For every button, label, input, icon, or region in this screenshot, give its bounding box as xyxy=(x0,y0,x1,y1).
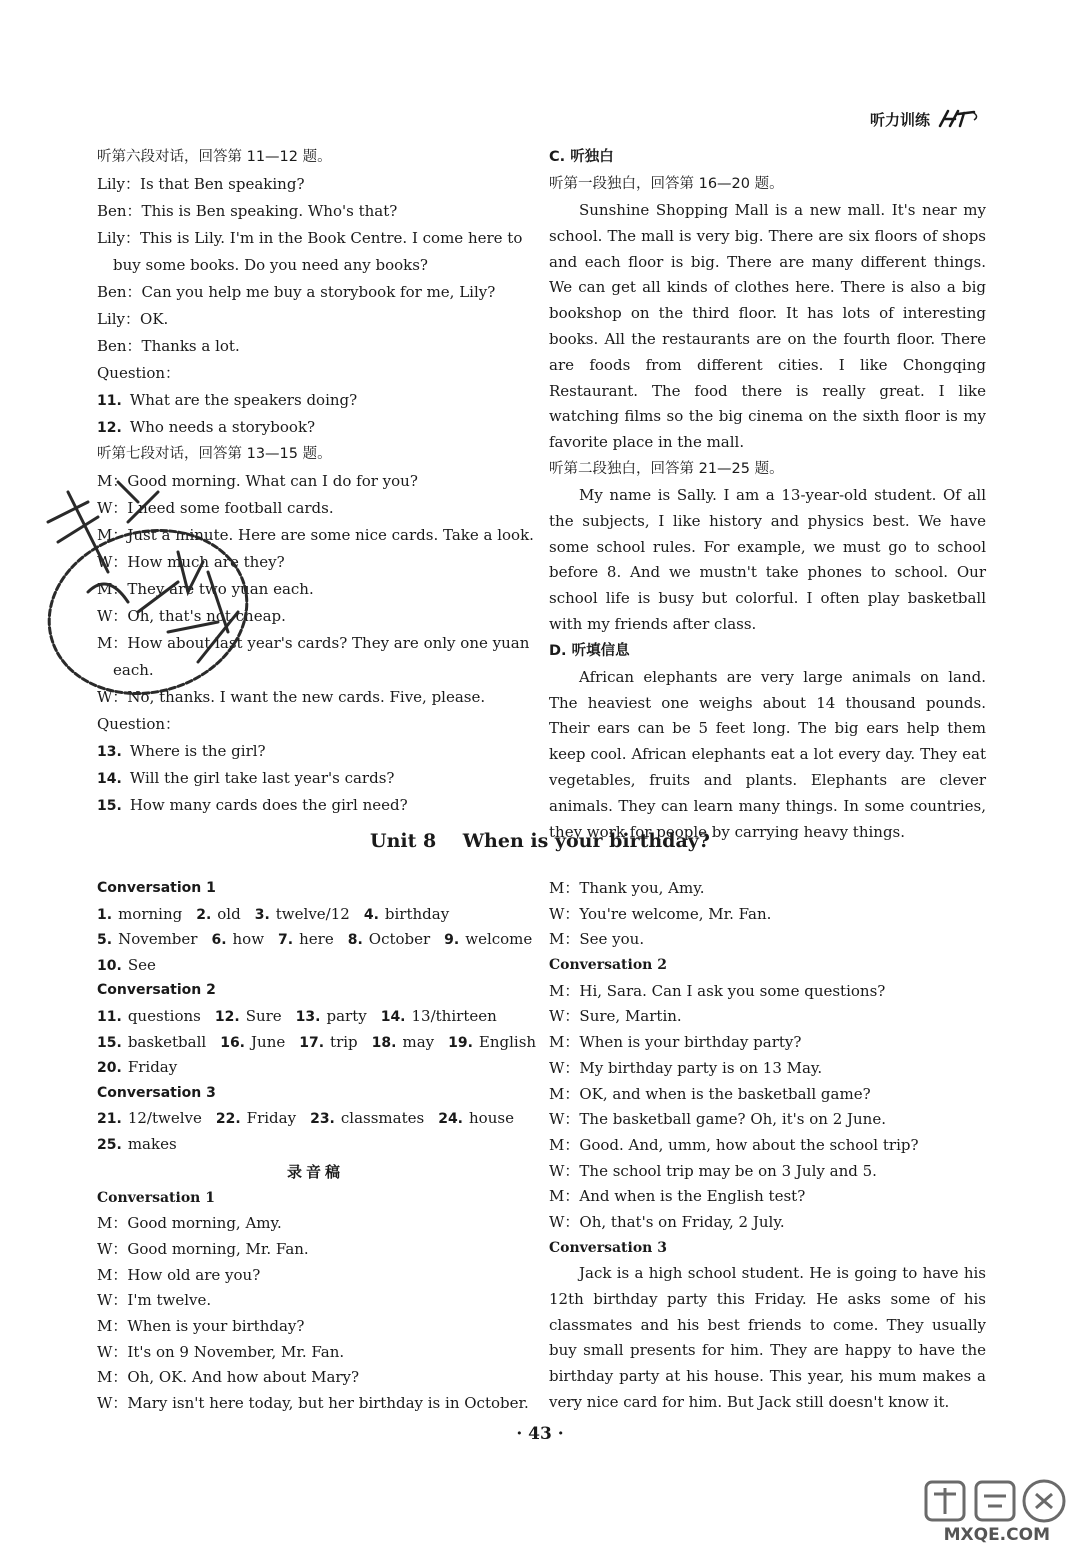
answers-conversation-1-heading: Conversation 1 xyxy=(97,880,216,896)
question-14 xyxy=(97,765,534,792)
answers-conversation-2-heading: Conversation 2 xyxy=(97,982,216,999)
answer-text: welcome xyxy=(465,930,533,949)
answer-item xyxy=(310,1106,424,1132)
answer-number: 22. xyxy=(215,1111,241,1128)
answer-text: old xyxy=(217,904,241,923)
answer-row xyxy=(97,1055,534,1081)
answer-number: 18. xyxy=(371,1034,397,1051)
answer-text: birthday xyxy=(384,904,450,923)
answer-number: 2. xyxy=(196,906,212,923)
transcript-title: 录音稿 xyxy=(286,1162,344,1181)
answer-item xyxy=(215,1004,282,1030)
answer-text: June xyxy=(251,1032,286,1051)
answer-number: 23. xyxy=(310,1111,335,1128)
answer-text: here xyxy=(299,930,334,949)
answer-item xyxy=(97,1055,177,1081)
transcript-line: W：You're welcome, Mr. Fan. xyxy=(549,904,772,923)
handwritten-stamp-icon xyxy=(28,462,268,712)
answer-item xyxy=(97,927,197,953)
dialog-line: W：Oh, that's not cheap. xyxy=(97,607,286,625)
answer-row xyxy=(97,1132,534,1158)
answer-number: 8. xyxy=(347,932,363,949)
answer-number: 13. xyxy=(295,1008,321,1025)
answer-text: See xyxy=(127,955,156,974)
transcript-line: M：Oh, OK. And how about Mary? xyxy=(97,1368,360,1387)
answer-number: 16. xyxy=(220,1034,246,1051)
answer-number: 25. xyxy=(97,1136,122,1153)
transcript-line: W：Mary isn't here today, but her birthday is in October. xyxy=(97,1394,529,1413)
answer-item xyxy=(372,1030,434,1056)
monologue-3: African elephants are very large animals on land. The heaviest one weighs about 14 thousand pounds. Their ears can be 5 feet long. The big ears help them keep cool. African elephants eat a lot every day. They eat vegetables, fruits and plants. Elephants are clever animals. They can learn many things. In some countries, they work for people by carrying heavy things. xyxy=(549,667,986,841)
answer-number: 21. xyxy=(97,1111,122,1128)
dialog-line: Question： xyxy=(97,715,181,733)
transcript-line: W：Oh, that's on Friday, 2 July. xyxy=(549,1212,785,1231)
transcript-line: M：And when is the English test? xyxy=(549,1187,806,1206)
answer-item xyxy=(299,1030,357,1056)
section-intro: 听第一段独白，回答第 16—20 题。 xyxy=(549,176,784,192)
transcript-line: W：The school trip may be on 3 July and 5. xyxy=(549,1161,877,1180)
answer-row xyxy=(97,953,534,979)
question-12 xyxy=(97,414,534,441)
answer-number: 24. xyxy=(438,1111,464,1128)
answer-item xyxy=(255,902,350,928)
dialog-6 xyxy=(97,171,534,387)
section-d-heading: D. 听填信息 xyxy=(549,642,630,659)
top-right-column xyxy=(549,144,986,845)
answer-item xyxy=(296,1004,367,1030)
transcript-line: W：Sure, Martin. xyxy=(549,1007,682,1026)
section-intro: 听第二段独白，回答第 21—25 题。 xyxy=(549,460,784,477)
transcript-line: M：See you. xyxy=(549,930,645,949)
dialog-line: buy some books. Do you need any books? xyxy=(113,256,428,274)
answer-item xyxy=(364,902,449,928)
answer-number: 5. xyxy=(97,932,113,949)
dialog-line: Ben：This is Ben speaking. Who's that? xyxy=(97,202,398,220)
answer-item xyxy=(438,1106,514,1132)
answer-text: how xyxy=(232,930,265,949)
transcript-line: M：When is your birthday party? xyxy=(549,1033,802,1052)
answer-text: twelve/12 xyxy=(275,904,350,923)
bottom-left-column xyxy=(97,876,537,1417)
answer-text: 13/thirteen xyxy=(411,1006,497,1025)
dialog-line: M：How about last year's cards? They are only one yuan xyxy=(97,634,530,652)
answer-item xyxy=(97,1004,201,1030)
answer-item xyxy=(97,902,182,928)
answer-text: morning xyxy=(118,904,183,923)
answer-text: October xyxy=(368,930,431,949)
section-intro: 听第六段对话，回答第 11—12 题。 xyxy=(97,149,332,165)
answer-item xyxy=(97,953,156,979)
answer-item xyxy=(216,1106,296,1132)
answer-text: Friday xyxy=(127,1058,178,1077)
question-15 xyxy=(97,792,534,819)
monologue-2: My name is Sally. I am a 13-year-old student. Of all the subjects, I like history and physics best. We have some school rules. For example, we must go to school before 8. And we mustn't take phones to school. Our school life is busy but colorful. I often play basketball with my friends after class. xyxy=(549,485,986,633)
answer-number: 1. xyxy=(97,906,113,923)
question-number: 15. xyxy=(97,798,122,814)
dialog-line: W：No, thanks. I want the new cards. Five, please. xyxy=(97,688,486,706)
transcript-line: M：How old are you? xyxy=(97,1265,261,1284)
answer-row xyxy=(97,1004,534,1030)
answer-item xyxy=(196,902,241,928)
answer-number: 3. xyxy=(254,906,270,923)
answer-row xyxy=(97,1106,534,1132)
answer-number: 15. xyxy=(97,1034,122,1051)
answer-text: basketball xyxy=(127,1032,207,1051)
question-number: 13. xyxy=(97,744,122,760)
answer-item xyxy=(444,927,532,953)
transcript-line: M：When is your birthday? xyxy=(97,1316,305,1335)
dialog-line: Ben：Thanks a lot. xyxy=(97,337,240,355)
answer-number: 19. xyxy=(448,1034,473,1051)
ht-logo-icon xyxy=(936,108,980,130)
question-13 xyxy=(97,738,534,765)
answer-number: 14. xyxy=(380,1008,406,1025)
dialog-line: Lily：This is Lily. I'm in the Book Centre. I come here to xyxy=(97,229,523,247)
answer-text: party xyxy=(326,1006,367,1025)
answer-number: 4. xyxy=(363,906,379,923)
answer-number: 7. xyxy=(278,932,294,949)
question-11 xyxy=(97,387,534,414)
answer-row xyxy=(97,1030,537,1056)
answer-text: trip xyxy=(330,1032,358,1051)
transcript-line: M：Hi, Sara. Can I ask you some questions? xyxy=(549,981,886,1000)
answer-text: makes xyxy=(127,1134,177,1153)
transcript-line: W：It's on 9 November, Mr. Fan. xyxy=(97,1342,345,1361)
answer-text: Friday xyxy=(246,1109,297,1128)
answer-number: 9. xyxy=(444,932,460,949)
question-text: Who needs a storybook? xyxy=(129,418,316,436)
answer-item xyxy=(211,927,264,953)
dialog-line: M：Good morning. What can I do for you? xyxy=(97,472,418,490)
transcript-line: W：The basketball game? Oh, it's on 2 June. xyxy=(549,1110,886,1129)
unit-title: Unit 8 When is your birthday? xyxy=(370,830,710,852)
question-text: Will the girl take last year's cards? xyxy=(129,769,395,787)
dialog-line: Lily：OK. xyxy=(97,310,169,328)
transcript-conversation-2-heading: Conversation 2 xyxy=(549,957,667,974)
answer-number: 12. xyxy=(214,1008,240,1025)
dialog-line: Ben：Can you help me buy a storybook for me, Lily? xyxy=(97,283,496,301)
answer-text: English xyxy=(478,1032,537,1051)
dialog-line: W：How much are they? xyxy=(97,553,285,571)
transcript-line: M：Good. And, umm, how about the school trip? xyxy=(549,1135,919,1154)
page-number: · 43 · xyxy=(516,1424,564,1444)
answer-item xyxy=(348,927,430,953)
answer-item xyxy=(448,1030,536,1056)
transcript-line: W：I'm twelve. xyxy=(97,1291,212,1310)
transcript-conversation-3-heading: Conversation 3 xyxy=(549,1239,667,1256)
bottom-right-column xyxy=(549,876,986,1416)
answer-item xyxy=(97,1132,177,1158)
answer-item xyxy=(220,1030,285,1056)
dialog-line: Lily：Is that Ben speaking? xyxy=(97,175,305,193)
answer-text: classmates xyxy=(340,1109,425,1128)
transcript-conversation-1-heading: Conversation 1 xyxy=(97,1189,215,1206)
answer-number: 20. xyxy=(97,1060,122,1077)
dialog-line: W：I need some football cards. xyxy=(97,499,334,517)
answer-item xyxy=(381,1004,497,1030)
transcript-line: W：My birthday party is on 13 May. xyxy=(549,1058,823,1077)
answer-number: 11. xyxy=(97,1008,122,1025)
watermark-logo-icon xyxy=(922,1476,1072,1526)
answer-text: house xyxy=(469,1109,514,1128)
answer-item xyxy=(97,1030,206,1056)
answer-item xyxy=(278,927,334,953)
watermark-url: MXQE.COM xyxy=(943,1525,1050,1545)
answer-number: 10. xyxy=(97,957,122,974)
transcript-line: M：Thank you, Amy. xyxy=(549,879,705,897)
question-number: 11. xyxy=(97,393,122,409)
answer-text: Sure xyxy=(245,1006,282,1025)
transcript-line: M：Good morning, Amy. xyxy=(97,1214,282,1233)
question-number: 12. xyxy=(97,420,122,436)
answer-text: 12/twelve xyxy=(127,1109,202,1128)
answers-conversation-3-heading: Conversation 3 xyxy=(97,1084,216,1101)
answer-item xyxy=(97,1106,202,1132)
monologue-1: Sunshine Shopping Mall is a new mall. It's near my school. The mall is very big. There are six floors of shops and each floor is big. There are many different things. We can get all kinds of clothes here. There is also a big bookshop on the third floor. It has lots of interesting books. All the restaurants are on the fourth floor. There are foods from different cities. I like Chongqing Restaurant. The food there is really great. I like watching films so the big cinema on the sixth floor is my favorite place in the mall. xyxy=(549,201,986,452)
transcript-line: W：Good morning, Mr. Fan. xyxy=(97,1239,309,1258)
answer-text: may xyxy=(402,1032,435,1051)
section-c-heading: C. 听独白 xyxy=(549,149,614,165)
answer-row xyxy=(97,902,534,928)
question-text: How many cards does the girl need? xyxy=(129,796,408,814)
transcript-conversation-3-text: Jack is a high school student. He is going to have his 12th birthday party this Friday. He asks some of his classmates and his best friends to come. They usually buy small presents for him. They are happy to have the birthday party at his house. This year, his mum makes a very nice card for him. But Jack still doesn't know it. xyxy=(549,1264,986,1411)
transcript-line: M：OK, and when is the basketball game? xyxy=(549,1084,871,1103)
section-intro: 听第七段对话，回答第 13—15 题。 xyxy=(97,446,332,462)
answer-text: questions xyxy=(127,1006,201,1025)
question-number: 14. xyxy=(97,771,122,787)
dialog-line: M：Just a minute. Here are some nice cards. Take a look. xyxy=(97,526,534,544)
answer-row xyxy=(97,927,534,953)
dialog-line: each. xyxy=(113,661,154,679)
dialog-line: Question： xyxy=(97,364,181,382)
answer-number: 6. xyxy=(211,932,227,949)
answer-text: November xyxy=(118,930,198,949)
answer-number: 17. xyxy=(299,1034,325,1051)
header-title: 听力训练 xyxy=(869,110,930,129)
question-text: Where is the girl? xyxy=(129,742,266,760)
page-header xyxy=(870,108,980,130)
dialog-line: M：They are two yuan each. xyxy=(97,580,314,598)
question-text: What are the speakers doing? xyxy=(129,391,358,409)
